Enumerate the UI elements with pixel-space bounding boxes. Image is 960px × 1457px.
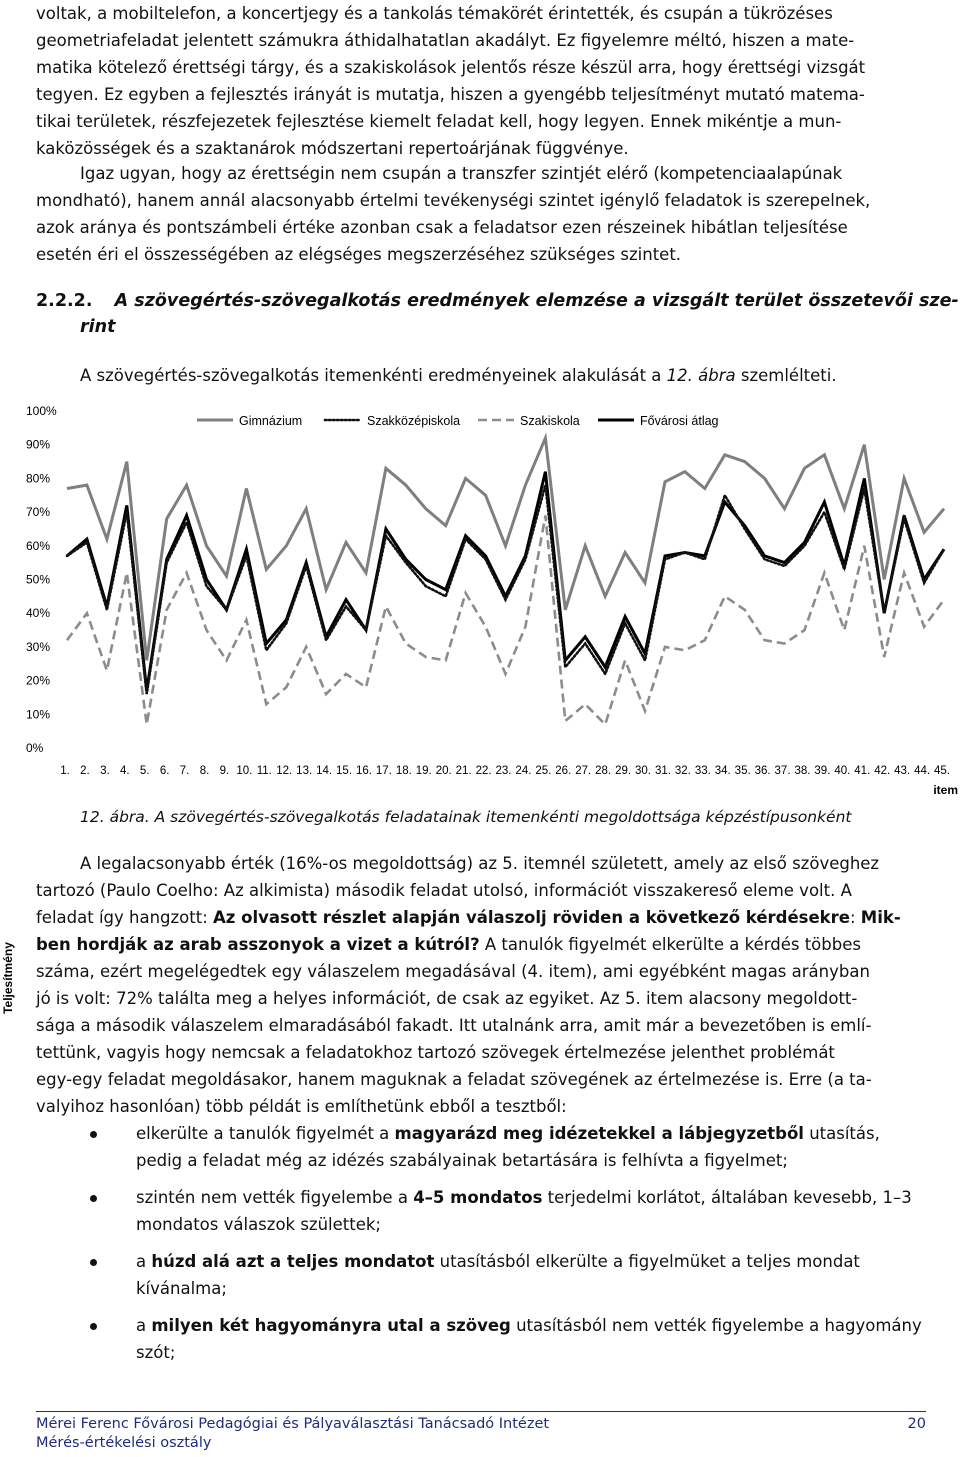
y-tick-label: 90% [26, 437, 51, 452]
text-fragment: utasítás, pedig a feladat még az idézés szabályainak betartására is felhívta a figyelmet; [136, 1124, 880, 1170]
y-tick-label: 100% [26, 404, 57, 418]
text-fragment: utasításból elkerülte a figyelmüket a teljes mondat kívánalma; [136, 1252, 860, 1298]
x-tick-label: 33. [694, 765, 711, 777]
x-tick-label: 32. [674, 765, 691, 777]
list-item [90, 1184, 930, 1238]
section-number: 2.2.2. [36, 291, 93, 311]
bold-fragment: Az olvasott részlet alapján válaszolj röviden a következő kérdésekre [213, 908, 850, 927]
intro-text: A szövegértés-szövegalkotás itemenkénti eredményeinek alakulását a [80, 366, 667, 385]
x-axis-ticks [60, 765, 950, 777]
legend-label: Fővárosi átlag [640, 414, 719, 428]
legend-label: Gimnázium [239, 414, 303, 428]
series-lines [67, 438, 944, 724]
text-fragment: a [136, 1252, 152, 1271]
y-axis-ticks [26, 404, 57, 755]
x-tick-label: 10. [236, 765, 253, 777]
x-axis-label: item [933, 783, 958, 797]
x-tick-label: 11. [256, 765, 272, 777]
text-line: geometriafeladat jelentett számukra áthidalhatatlan akadályt. Ez figyelemre méltó, hiszen a mate- [36, 31, 855, 50]
bold-fragment: magyarázd meg idézetekkel a lábjegyzetből [394, 1124, 804, 1143]
text-line: tikai területek, részfejezetek fejlesztése kiemelt feladat kell, hogy legyen. Ennek mikéntje a mun- [36, 112, 842, 131]
x-tick-label: 26. [555, 765, 572, 777]
x-tick-label: 43. [894, 765, 911, 777]
analysis-paragraph [36, 850, 926, 1120]
legend-label: Szakiskola [520, 414, 580, 428]
y-tick-label: 20% [26, 673, 51, 688]
text-line: kaközösségek és a szaktanárok módszertani repertoárjának függvénye. [36, 139, 629, 158]
text-line: valyihoz hasonlóan) több példát is említhetünk ebből a tesztből: [36, 1097, 567, 1116]
x-tick-label: 8. [199, 765, 210, 777]
x-tick-label: 7. [179, 765, 190, 777]
x-tick-label: 37. [774, 765, 791, 777]
text-line: tegyen. Ez egyben a fejlesztés irányát is mutatja, hiszen a gyengébb teljesítményt mutató matema- [36, 85, 865, 104]
x-tick-label: 41. [854, 765, 871, 777]
section-title-cont: rint [80, 317, 116, 337]
text-line: azok aránya és pontszámbeli értéke azonban csak a feladatsor ezen részeinek hibátlan teljesítése [36, 218, 848, 237]
chart-legend [197, 414, 719, 428]
x-tick-label: 9. [219, 765, 230, 777]
x-tick-label: 34. [714, 765, 731, 777]
y-tick-label: 0% [26, 741, 44, 755]
x-tick-label: 2. [80, 765, 90, 777]
page-number: 20 [907, 1416, 926, 1432]
text-fragment: elkerülte a tanulók figyelmét a [136, 1124, 395, 1143]
x-tick-label: 31. [654, 765, 671, 777]
x-tick-label: 23. [495, 765, 512, 777]
x-tick-label: 25. [535, 765, 552, 777]
text-fragment: a [136, 1316, 152, 1335]
bold-fragment: húzd alá azt a teljes mondatot [151, 1252, 435, 1271]
text-fragment: szintén nem vették figyelembe a [136, 1188, 414, 1207]
x-tick-label: 6. [159, 765, 170, 777]
x-tick-label: 15. [336, 765, 353, 777]
bold-fragment: Mik- [860, 908, 901, 927]
intro-sentence [80, 366, 837, 385]
x-tick-label: 21. [455, 765, 472, 777]
y-tick-label: 70% [26, 505, 51, 520]
x-tick-label: 22. [475, 765, 492, 777]
bullet-icon [90, 1259, 97, 1266]
x-tick-label: 30. [635, 765, 652, 777]
list-item [90, 1312, 930, 1366]
x-tick-label: 17. [375, 765, 392, 777]
text-fragment: utasításból nem vették figyelembe a hagyomány szót; [136, 1316, 922, 1362]
bold-fragment: 4–5 mondatos [413, 1188, 543, 1207]
y-tick-label: 10% [26, 707, 51, 722]
list-item [90, 1248, 930, 1302]
text-line: Igaz ugyan, hogy az érettségin nem csupán a transzfer szintjét elérő (kompetenciaalapúnak [80, 164, 843, 183]
text-fragment: A tanulók figyelmét elkerülte a kérdés többes [479, 935, 861, 954]
section-title: A szövegértés-szövegalkotás eredmények elemzése a vizsgált terület összetevői sze- [114, 291, 959, 311]
x-tick-label: 12. [276, 765, 293, 777]
x-tick-label: 36. [754, 765, 771, 777]
series-line-3 [67, 472, 944, 691]
x-tick-label: 3. [100, 765, 110, 777]
footer-institution: Mérei Ferenc Fővárosi Pedagógiai és Pályaválasztási Tanácsadó Intézet [36, 1416, 550, 1432]
list-item [90, 1120, 930, 1174]
bullet-list [90, 1120, 930, 1376]
series-line-1 [67, 485, 944, 694]
legend-label: Szakközépiskola [367, 414, 461, 428]
x-tick-label: 20. [435, 765, 452, 777]
x-tick-label: 27. [575, 765, 592, 777]
text-line: száma, ezért megelégedtek egy válaszelem megadásával (4. item), ami egyébként magas arányban [36, 962, 870, 981]
text-line: esetén éri el összességében az elégséges megszerzéséhez szükséges szintet. [36, 245, 682, 264]
x-tick-label: 18. [395, 765, 412, 777]
text-fragment: terjedelmi korlátot, általában kevesebb, 1–3 mondatos válaszok születtek; [136, 1188, 912, 1234]
section-heading [36, 288, 959, 340]
x-tick-label: 45. [934, 765, 950, 777]
x-tick-label: 35. [734, 765, 751, 777]
x-tick-label: 42. [874, 765, 891, 777]
text-line: mondható), hanem annál alacsonyabb értelmi tevékenységi szintet igénylő feladatok is szerepelnek, [36, 191, 871, 210]
footer-department: Mérés-értékelési osztály [36, 1435, 212, 1451]
x-tick-label: 24. [515, 765, 532, 777]
page-footer [36, 1415, 926, 1453]
y-tick-label: 30% [26, 639, 51, 654]
x-tick-label: 19. [415, 765, 432, 777]
x-tick-label: 38. [794, 765, 811, 777]
text-line [36, 904, 926, 931]
text-line: voltak, a mobiltelefon, a koncertjegy és a tankolás témakörét érintették, és csupán a tükrözéses [36, 4, 833, 23]
x-tick-label: 44. [914, 765, 931, 777]
x-tick-label: 5. [139, 765, 150, 777]
bullet-icon [90, 1131, 97, 1138]
x-tick-label: 13. [296, 765, 313, 777]
y-tick-label: 80% [26, 471, 51, 486]
text-fragment: : [849, 908, 861, 927]
y-axis-label: Teljesítmény [1, 942, 15, 1014]
text-line: egy-egy feladat megoldásakor, hanem maguknak a feladat szövegének az értelmezése is. Erre (a ta- [36, 1070, 872, 1089]
intro-text-end: szemlélteti. [735, 366, 837, 385]
y-tick-label: 40% [26, 606, 51, 621]
x-tick-label: 40. [834, 765, 851, 777]
bullet-icon [90, 1323, 97, 1330]
x-tick-label: 28. [595, 765, 612, 777]
text-line: tartozó (Paulo Coelho: Az alkimista) második feladat utolsó, információt visszakereső eleme volt. A [36, 881, 852, 900]
footer-rule [36, 1411, 926, 1412]
y-tick-label: 60% [26, 538, 51, 553]
text-line: jó is volt: 72% találta meg a helyes információt, de csak az egyiket. Az 5. item alacsony megoldott- [36, 989, 858, 1008]
text-fragment: feladat így hangzott: [36, 908, 214, 927]
text-line: matika kötelező érettségi tárgy, és a szakiskolások jelentős része készül arra, hogy érettségi vizsgát [36, 58, 866, 77]
x-tick-label: 39. [814, 765, 831, 777]
text-line: tettünk, vagyis hogy nemcsak a feladatokhoz tartozó szövegek értelmezése jelenthet problémát [36, 1043, 835, 1062]
x-tick-label: 4. [119, 765, 130, 777]
text-line: A legalacsonyabb érték (16%-os megoldottság) az 5. itemnél született, amely az első szöveghez [80, 854, 880, 873]
x-tick-label: 29. [615, 765, 632, 777]
y-tick-label: 50% [26, 572, 51, 587]
bullet-icon [90, 1195, 97, 1202]
x-tick-label: 14. [316, 765, 333, 777]
text-line: sága a második válaszelem elmaradásából fakadt. Itt utalnánk arra, amit már a bevezetőben is emlí- [36, 1016, 872, 1035]
x-tick-label: 16. [355, 765, 372, 777]
figure-caption: 12. ábra. A szövegértés-szövegalkotás feladatainak itemenkénti megoldottsága képzéstípusonként [80, 808, 852, 826]
x-tick-label: 1. [60, 765, 70, 777]
bold-fragment: milyen két hagyományra utal a szöveg [151, 1316, 511, 1335]
figure-ref: 12. ábra [666, 366, 736, 385]
text-line [36, 931, 926, 958]
top-paragraph [36, 0, 926, 162]
second-paragraph [36, 160, 926, 268]
bold-fragment: ben hordják az arab asszonyok a vizet a kútról? [36, 935, 480, 954]
